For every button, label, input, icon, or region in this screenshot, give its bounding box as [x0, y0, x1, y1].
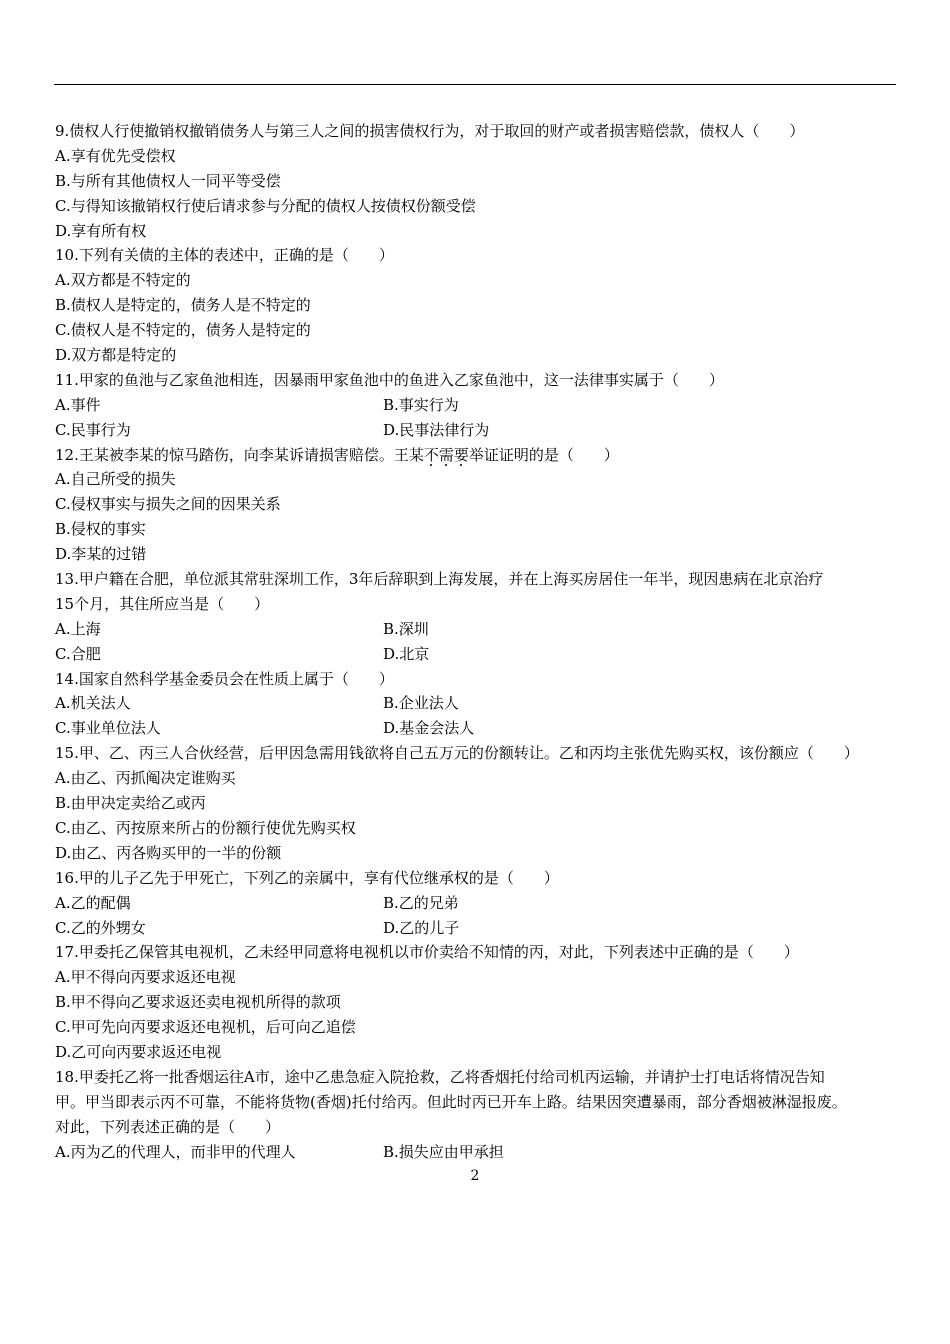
question-11-option-d: D.民事法律行为	[383, 420, 490, 439]
question-14-options-row-1	[55, 691, 897, 716]
question-12-stem-after: 举证证明的是（ ）	[468, 445, 619, 464]
question-17-option-d: D.乙可向丙要求返还电视	[55, 1042, 222, 1061]
question-9-option-d: D.享有所有权	[55, 221, 147, 240]
question-13-option-a: A.上海	[55, 619, 101, 638]
question-12-option-c: C.侵权事实与损失之间的因果关系	[55, 495, 281, 514]
question-16-option-a: A.乙的配偶	[55, 893, 131, 912]
question-17-stem: 17.甲委托乙保管其电视机，乙未经甲同意将电视机以市价卖给不知情的丙，对此，下列表述中正确的是（ ）	[55, 943, 799, 962]
question-10-stem: 10.下列有关债的主体的表述中，正确的是（ ）	[55, 246, 394, 265]
question-12-option-a: A.自己所受的损失	[55, 470, 176, 489]
page-number: 2	[470, 1168, 480, 1184]
question-11-stem: 11.甲家的鱼池与乙家鱼池相连，因暴雨甲家鱼池中的鱼进入乙家鱼池中，这一法律事实属于（ ）	[55, 370, 724, 389]
question-10-option-b: B.债权人是特定的，债务人是不特定的	[55, 296, 311, 315]
question-18-stem-line-1: 18.甲委托乙将一批香烟运往A市，途中乙患急症入院抢救，乙将香烟托付给司机丙运输，并请护士打电话将情况告知	[55, 1067, 825, 1086]
question-18-stem-line-3: 对此，下列表述正确的是（ ）	[55, 1117, 281, 1136]
question-14-options-row-2	[55, 716, 897, 741]
question-12-stem-before: 12.王某被李某的惊马踏伤，向李某诉请损害赔偿。王某	[55, 445, 424, 464]
question-14-option-c: C.事业单位法人	[55, 719, 161, 738]
question-16-options-row-1	[55, 891, 897, 916]
question-18-option-a: A.丙为乙的代理人，而非甲的代理人	[55, 1142, 296, 1161]
header-rule	[54, 84, 896, 85]
question-18-option-b: B.损失应由甲承担	[383, 1142, 504, 1161]
question-14-option-b: B.企业法人	[383, 694, 459, 713]
question-9-option-c: C.与得知该撤销权行使后请求参与分配的债权人按债权份额受偿	[55, 196, 476, 215]
question-17-option-b: B.甲不得向乙要求返还卖电视机所得的款项	[55, 993, 341, 1012]
emphasis-char: 要	[453, 445, 469, 464]
question-13-option-c: C.合肥	[55, 644, 101, 663]
question-11-option-c: C.民事行为	[55, 420, 131, 439]
emphasis-char: 需	[438, 445, 454, 464]
question-10-option-a: A.双方都是不特定的	[55, 271, 191, 290]
question-13-stem-line-1: 13.甲户籍在合肥，单位派其常驻深圳工作，3年后辞职到上海发展，并在上海买房居住一年半，现因患病在北京治疗	[55, 570, 824, 589]
question-9-stem: 9.债权人行使撤销权撤销债务人与第三人之间的损害债权行为，对于取回的财产或者损害赔偿款，债权人（ ）	[55, 122, 805, 140]
question-12-stem	[55, 443, 897, 468]
question-16-option-c: C.乙的外甥女	[55, 918, 146, 937]
question-17-option-c: C.甲可先向丙要求返还电视机，后可向乙追偿	[55, 1018, 356, 1037]
question-18-options-row-1	[55, 1140, 897, 1165]
question-11-option-a: A.事件	[55, 395, 101, 414]
question-18-stem-line-2: 甲。甲当即表示丙不可靠，不能将货物(香烟)托付给丙。但此时丙已开车上路。结果因突遭暴雨，部分香烟被淋湿报废。	[55, 1092, 847, 1111]
question-10-option-d: D.双方都是特定的	[55, 346, 177, 365]
question-16-stem: 16.甲的儿子乙先于甲死亡，下列乙的亲属中，享有代位继承权的是（ ）	[55, 868, 559, 887]
question-15-stem: 15.甲、乙、丙三人合伙经营，后甲因急需用钱欲将自己五万元的份额转让。乙和丙均主张优先购买权，该份额应（ ）	[55, 744, 859, 763]
question-13-options-row-2	[55, 642, 897, 667]
question-9-option-a: A.享有优先受偿权	[55, 146, 176, 165]
question-9-option-b: B.与所有其他债权人一同平等受偿	[55, 171, 281, 190]
question-14-stem: 14.国家自然科学基金委员会在性质上属于（ ）	[55, 669, 394, 688]
question-15-option-b: B.由甲决定卖给乙或丙	[55, 794, 206, 813]
question-16-options-row-2	[55, 916, 897, 941]
question-17-option-a: A.甲不得向丙要求返还电视	[55, 968, 236, 987]
question-15-option-d: D.由乙、丙各购买甲的一半的份额	[55, 843, 282, 862]
question-12-option-b: B.侵权的事实	[55, 520, 146, 539]
question-13-options-row-1	[55, 617, 897, 642]
question-10-option-c: C.债权人是不特定的，债务人是特定的	[55, 321, 311, 340]
question-14-option-d: D.基金会法人	[383, 719, 475, 738]
question-14-option-a: A.机关法人	[55, 694, 131, 713]
question-13-option-b: B.深圳	[383, 619, 429, 638]
question-15-option-c: C.由乙、丙按原来所占的份额行使优先购买权	[55, 818, 356, 837]
emphasis-char: 不	[423, 445, 439, 464]
question-15-option-a: A.由乙、丙抓阄决定谁购买	[55, 769, 236, 788]
question-16-option-b: B.乙的兄弟	[383, 893, 459, 912]
question-13-option-d: D.北京	[383, 644, 430, 663]
question-11-option-b: B.事实行为	[383, 395, 459, 414]
question-16-option-d: D.乙的儿子	[383, 918, 460, 937]
question-11-options-row-2	[55, 418, 897, 443]
question-13-stem-line-2: 15个月，其住所应当是（ ）	[55, 594, 270, 613]
question-11-options-row-1	[55, 393, 897, 418]
question-list	[55, 119, 897, 1164]
question-12-option-d: D.李某的过错	[55, 545, 147, 564]
